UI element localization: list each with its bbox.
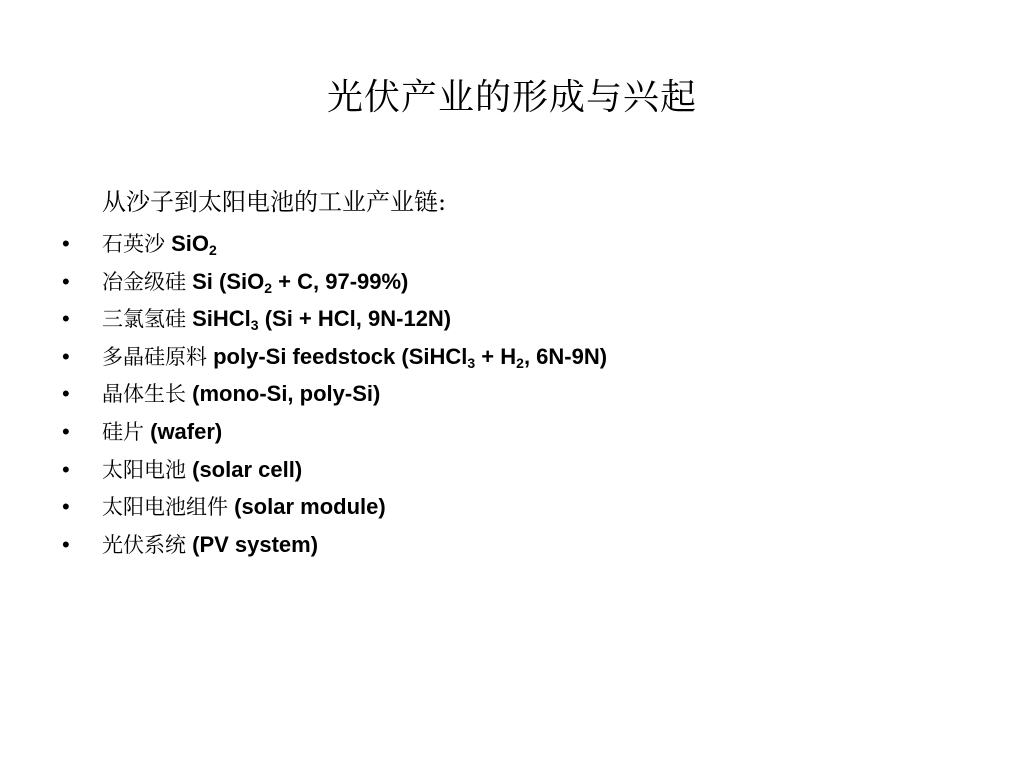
list-item-text [102,304,451,340]
list-item-text [102,530,318,563]
text-run: Si (SiO [186,268,265,294]
text-run: (Si + HCl, 9N-12N) [258,306,452,332]
text-run: (solar module) [228,494,386,520]
list-item-chinese: 冶金级硅 [102,269,186,294]
text-run: (PV system) [186,531,319,557]
list-item-english [186,269,408,294]
bullet-icon: • [62,306,70,332]
text-run: (mono-Si, poly-Si) [186,381,381,407]
list-item-chinese: 多晶硅原料 [102,344,207,369]
list-item-text [102,379,380,412]
subscript: 2 [264,279,273,296]
text-run: SiO [165,231,210,256]
text-run: + C, 97-99%) [272,268,409,294]
list-item-text [102,342,607,378]
list-item-chinese: 硅片 [102,419,144,444]
list-item-english [186,306,452,334]
bullet-icon: • [62,231,70,256]
text-run: (solar cell) [186,456,303,482]
bullet-icon: • [62,418,70,444]
text-run: (wafer) [144,418,223,444]
subscript: 2 [516,354,524,371]
bullet-icon: • [62,343,70,369]
subscript: 3 [250,317,259,334]
list-item-chinese: 太阳电池 [102,457,186,482]
list-item-english [228,494,386,519]
intro-text: 从沙子到太阳电池的工业产业链: [102,188,447,216]
bullet-icon: • [62,381,70,407]
list-item-english [207,344,607,369]
list-item-chinese: 三氯氢硅 [102,307,186,332]
text-run: poly-Si feedstock (SiHCl [207,343,468,369]
text-run: SiHCl [186,306,251,332]
list-item-english [186,457,302,482]
list-item-text [102,455,302,488]
subscript: 3 [467,354,476,371]
bullet-icon: • [62,531,70,557]
list-item-english [165,231,217,256]
subscript: 2 [209,242,217,258]
text-run: + H [475,343,517,369]
list-item-text [102,267,408,303]
bullet-icon: • [62,494,70,520]
slide-title: 光伏产业的形成与兴起 [326,77,697,118]
list-item-english [144,419,222,444]
list-item-text [102,229,217,265]
list-item-english [186,381,380,406]
list-item-chinese: 晶体生长 [102,382,186,407]
list-item-text [102,417,222,450]
text-run: , 6N-9N) [523,343,608,369]
bullet-icon: • [62,456,70,482]
bullet-icon: • [62,268,70,294]
list-item-chinese: 太阳电池组件 [102,495,228,520]
list-item-chinese: 石英沙 [102,232,165,256]
list-item-chinese: 光伏系统 [102,532,186,557]
list-item-text [102,492,386,525]
list-item-english [186,532,318,557]
